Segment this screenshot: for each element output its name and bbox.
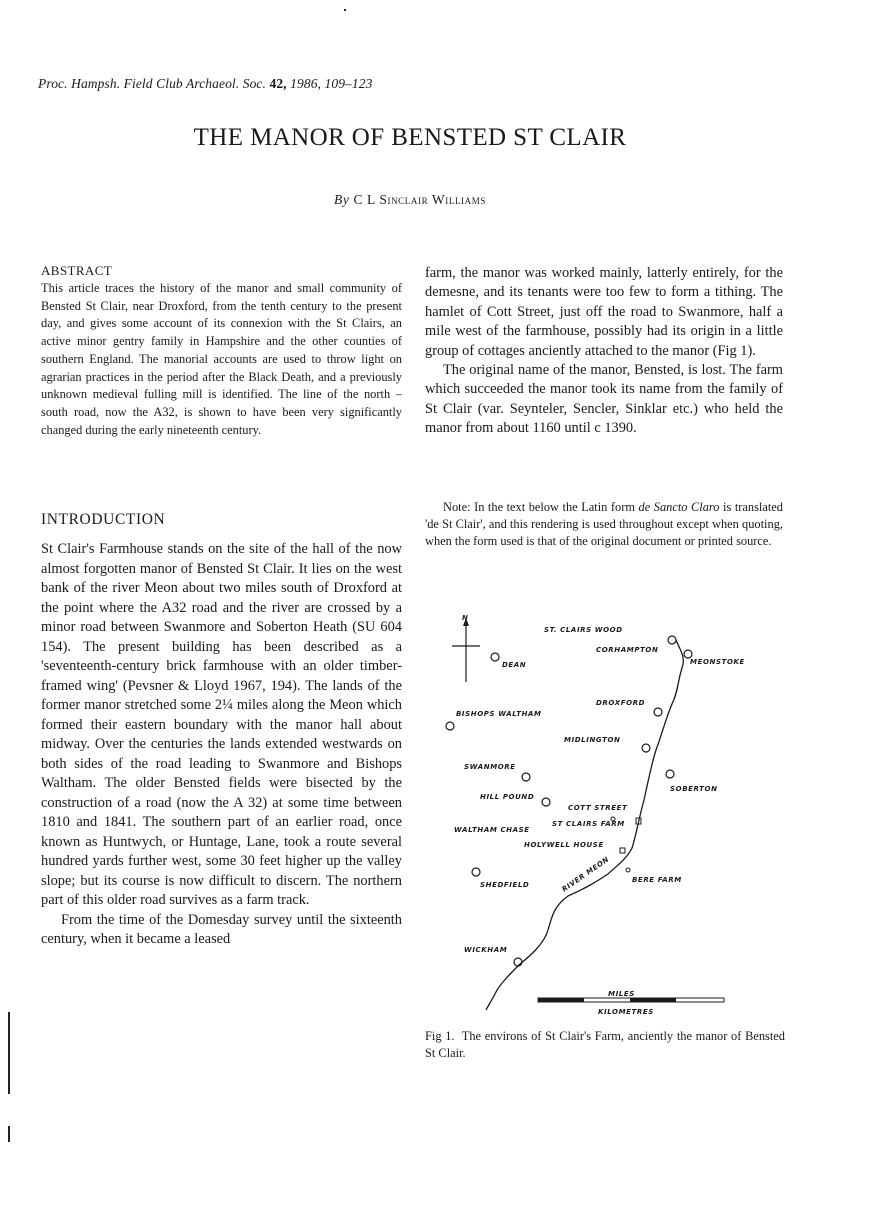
intro-paragraph-2: From the time of the Domesday survey until the sixteenth century, when it became a leased	[41, 911, 402, 947]
volume-number: 42,	[269, 76, 287, 91]
holywell-house-marker	[620, 848, 625, 853]
label-st-clairs-farm: ST CLAIRS FARM	[552, 820, 625, 828]
swanmore-marker	[522, 773, 530, 781]
shedfield-marker	[472, 868, 480, 876]
intro-paragraph-1: St Clair's Farmhouse stands on the site of the hall of the now almost forgotten manor of Bensted St Clair. It lies on the west bank of the river Meon about two miles south of Droxford at the point where the A32 road and the river are crossed by a minor road between Swanmore and Soberton Heath (SU 604 154). The present building has been described as a 'seventeenth-century brick farmhouse with an older timber-framed wing' (Pevsner & Lloyd 1967, 194). The lands of the former manor stretched some 2¼ miles along the Meon which formed their eastern boundary with the manor hall about midway. Over the centuries the lands extended westwards on both sides of the road leading to Swanmore and Bishops Waltham. The older Bensted fields were bisected by the construction of a road (now the A 32) at some time between 1810 and 1841. The southern part of an earlier road, once known as Huntwych, or Huntage, Lane, took a route several hundred yards further west, some 30 feet higher up the valley slope; but its course is now difficult to discern. The northern part of this older road survives as a farm track.	[41, 541, 402, 908]
label-corhampton: CORHAMPTON	[596, 646, 659, 654]
byline	[0, 192, 820, 208]
abstract-heading: ABSTRACT	[41, 263, 113, 278]
abstract-text: This article traces the history of the manor and small community of Bensted St Clair, near Droxford, from the tenth century to the present day, and gives some account of its connexion with the St Clairs, an active minor gentry family in Hampshire and the other counties of southern England. The manorial accounts are used to throw light on agrarian practices in the period after the Black Death, and a previously unknown medieval fulling mill is identified. The line of the north – south road, now the A32, is shown to have been very significantly changed during the early nineteenth century.	[41, 281, 402, 437]
scale-km-label: KILOMETRES	[598, 1008, 654, 1016]
corhampton-marker	[668, 636, 676, 644]
label-dean: DEAN	[502, 661, 527, 669]
label-cott-street: COTT STREET	[568, 804, 628, 812]
bishops-waltham-marker	[446, 722, 454, 730]
midlington-marker	[642, 744, 650, 752]
label-wickham: WICKHAM	[464, 946, 508, 954]
north-label: N	[462, 614, 469, 622]
right-column-text	[425, 264, 783, 439]
label-soberton: SOBERTON	[670, 785, 718, 793]
note-latin: de Sancto Claro	[638, 500, 720, 514]
label-waltham-chase: WALTHAM CHASE	[454, 826, 530, 834]
hill-pound-marker	[542, 798, 550, 806]
caption-text: The environs of St Clair's Farm, anciently the manor of Bensted St Clair.	[425, 1029, 785, 1060]
introduction-heading: INTRODUCTION	[41, 511, 166, 528]
article-title: THE MANOR OF BENSTED ST CLAIR	[193, 124, 627, 151]
droxford-marker	[654, 708, 662, 716]
soberton-marker	[666, 770, 674, 778]
label-st-clairs-wood: ST. CLAIRS WOOD	[544, 626, 623, 634]
meonstoke-marker	[684, 650, 692, 658]
figure-caption	[425, 1028, 785, 1062]
label-river-meon: RIVER MEON	[560, 855, 611, 894]
byline-by: By	[334, 192, 350, 207]
wickham-marker	[514, 958, 522, 966]
label-bere-farm: BERE FARM	[632, 876, 682, 884]
label-meonstoke: MEONSTOKE	[690, 658, 745, 666]
north-arrow	[452, 614, 480, 682]
scan-speck	[344, 9, 346, 11]
scan-edge-mark	[8, 1012, 10, 1094]
label-bishops-waltham: BISHOPS WALTHAM	[456, 710, 542, 718]
introduction-body	[41, 540, 402, 950]
label-midlington: MIDLINGTON	[564, 736, 621, 744]
scan-edge-mark-2	[8, 1126, 10, 1142]
label-droxford: DROXFORD	[596, 699, 646, 707]
journal-citation	[38, 76, 372, 92]
environs-map	[440, 612, 770, 1022]
right-paragraph-1: farm, the manor was worked mainly, latterly entirely, for the demesne, and its tenants were too few to form a tithing. The hamlet of Cott Street, just off the road to Swanmore, half a mile west of the farmhouse, possibly had its origin in a little group of cottages anciently attached to the manor (Fig 1).	[425, 265, 783, 359]
figure-number: Fig 1.	[425, 1029, 455, 1043]
label-hill-pound: HILL POUND	[480, 793, 535, 801]
scale-miles-label: MILES	[608, 990, 635, 998]
dean-marker	[491, 653, 499, 661]
label-holywell-house: HOLYWELL HOUSE	[524, 841, 604, 849]
label-shedfield: SHEDFIELD	[480, 881, 530, 889]
note-label: Note:	[443, 500, 471, 514]
citation-prefix: Proc. Hampsh. Field Club Archaeol. Soc.	[38, 76, 266, 91]
translation-note	[425, 499, 783, 550]
citation-pages: 1986, 109–123	[290, 76, 373, 91]
note-text-b: is translated 'de St Clair', and this rendering is used throughout except when quoting, when the form used is that of the original document or printed source.	[425, 500, 783, 548]
author-name: C L Sinclair Williams	[353, 192, 486, 207]
note-text-a: In the text below the Latin form	[474, 500, 635, 514]
right-paragraph-2: The original name of the manor, Bensted, is lost. The farm which succeeded the manor took its name from the family of St Clair (var. Seynteler, Sencler, Sinklar etc.) who held the manor from about 1160 until c 1390.	[425, 362, 783, 437]
label-swanmore: SWANMORE	[464, 763, 516, 771]
bere-farm-marker	[626, 868, 630, 872]
scale-bar	[538, 990, 724, 1016]
